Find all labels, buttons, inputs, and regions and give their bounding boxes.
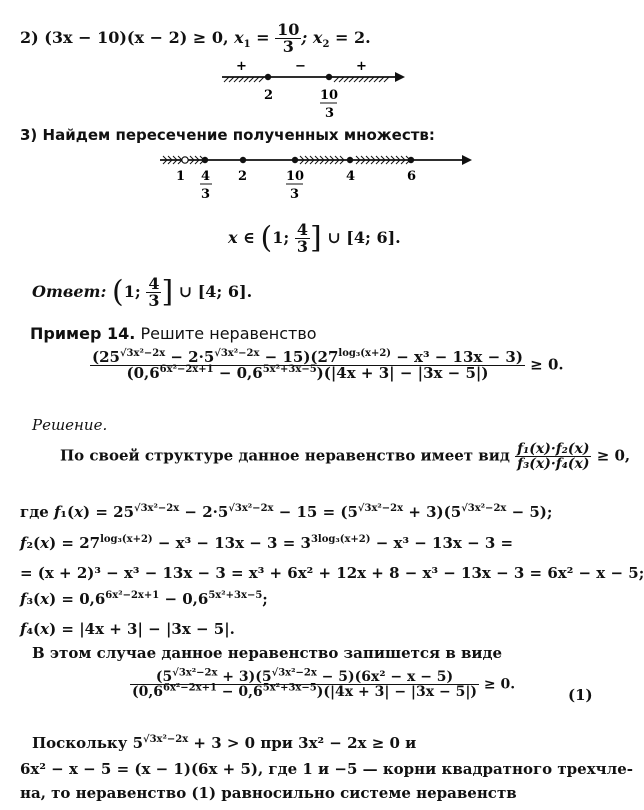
svg-text:4: 4: [201, 169, 211, 184]
set-result: x ∈ (1; $\frac{4}{3}$ ] ∪ [4; 6].: [228, 220, 401, 256]
f1-definition: где $f_1(x) = 25^{√3x^2-2x} - 2\cdot 5^{√3x^2-2x} - 15 = (5^{√3x^2-2x} + 3)(5^{√3x^2-2x} - 5)$;: [20, 503, 553, 521]
svg-text:2: 2: [238, 169, 248, 184]
answer: Ответ: (1; $\frac{4}{3}$ ] ∪ [4; 6].: [32, 274, 253, 310]
equation-number: (1): [568, 686, 593, 704]
point-2: [240, 157, 246, 163]
point-4: [347, 157, 353, 163]
svg-text:10: 10: [286, 169, 305, 184]
sign-minus: −: [295, 59, 306, 74]
factor-line: 6x² − x − 5 = (x − 1)(6x + 5), где 1 и −5 — корни квадратного трехчле-: [20, 760, 633, 778]
point-1-open: [182, 157, 188, 163]
svg-text:3: 3: [201, 187, 211, 202]
point-10-3: [326, 74, 332, 80]
sign-plus-right: +: [356, 59, 367, 74]
sign-plus-left: +: [236, 59, 247, 74]
svg-text:1: 1: [176, 169, 186, 184]
label-10: 10: [320, 88, 339, 103]
f2-definition: $f_2(x) = 27^{log_3(x+2)} - x^3 - 13x - 3 = 3^{3log_3(x+2)} - x^3 - 13x - 3$ =: [20, 534, 514, 552]
number-line-2: [0, 148, 617, 208]
step2-inequality: 2) (3x − 10)(x − 2) ≥ 0, $x_1$ = $\frac{10}{3}$ ; $x_2 = 2$.: [20, 20, 371, 56]
example-heading: Пример 14. Решите неравенство: [30, 324, 317, 343]
since-line: Поскольку $5^{√3x^2-2x} + 3 > 0$ при 3x² − 2x ≥ 0 и: [32, 734, 417, 752]
point-4-3: [202, 157, 208, 163]
f4-definition: f₄(x) = |4x + 3| − |3x − 5|.: [20, 620, 235, 638]
svg-text:4: 4: [346, 169, 356, 184]
case-text: В этом случае данное неравенство запишется в виде: [32, 644, 503, 662]
point-6: [408, 157, 414, 163]
point-10-3: [292, 157, 298, 163]
label-3: 3: [325, 106, 335, 121]
f3-definition: $f_3(x) = 0,6^{6x^2-2x+1} - 0,6^{5x^2+3x-5}$;: [20, 590, 268, 608]
point-2: [265, 74, 271, 80]
step3-text: 3) Найдем пересечение полученных множеств:: [20, 126, 435, 144]
structure-line: По своей структуре данное неравенство имеет вид $\frac{\text{f₁(x)·f₂(x)}}{\text{f₃(x)·f₄(x)}}$ ≥ 0,: [60, 441, 631, 472]
label-2: 2: [264, 88, 274, 103]
last-line: на, то неравенство (1) равносильно системе неравенств: [20, 784, 517, 802]
solution-label: Решение.: [32, 416, 108, 434]
f2-expansion: = (x + 2)³ − x³ − 13x − 3 = x³ + 6x² + 12x + 8 − x³ − 13x − 3 = 6x² − x − 5;: [20, 564, 644, 582]
svg-text:3: 3: [290, 187, 300, 202]
main-inequality: $\frac{(25^{√3x^2-2x} - 2\cdot 5^{√3x^2-2x} - 15)(27^{log_3(x+2)} - x^3 - 13x - 3)}{(0,6^{6x^2-2x+1} - 0,6^{5x^2+3x-5})(|4x + 3| - |3x - 5|)}$ ≥ 0.: [92, 348, 564, 382]
inequality-1: $\frac{(5^{√3x^2-2x} + 3)(5^{√3x^2-2x} - 5)(6x^2 - x - 5)}{(0,6^{6x^2-2x+1} - 0,6^{5x^2+3x-5})(|4x + 3| - |3x - 5|)}$ ≥ 0.: [132, 667, 516, 700]
svg-text:6: 6: [407, 169, 417, 184]
